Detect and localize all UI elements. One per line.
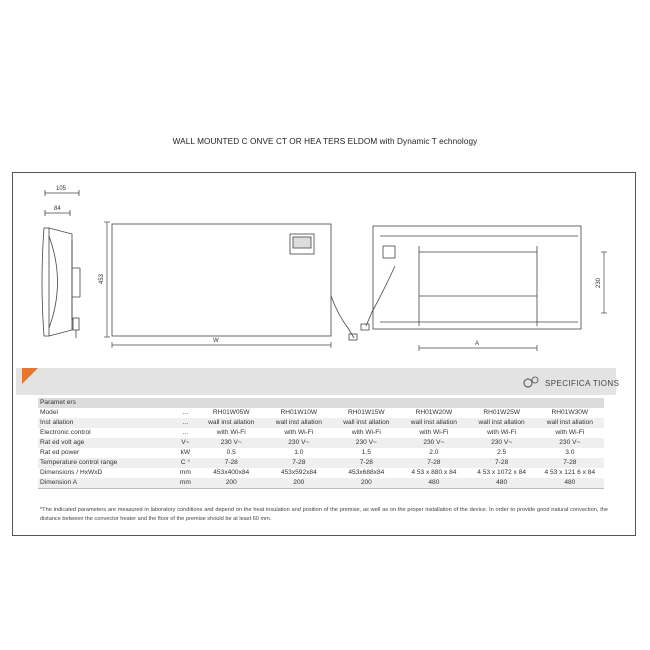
row-value: 2.5 <box>468 448 536 458</box>
height-label: 453 <box>99 273 105 284</box>
row-value: RH01W30W <box>536 408 604 418</box>
row-value: 200 <box>197 478 265 489</box>
row-value: wall inst allation <box>197 418 265 428</box>
side-width-label: 105 <box>56 186 67 192</box>
row-value: 1.0 <box>265 448 333 458</box>
row-value: RH01W10W <box>265 408 333 418</box>
row-unit: C ° <box>173 458 197 468</box>
row-value: 2.0 <box>400 448 468 458</box>
row-value: 200 <box>265 478 333 489</box>
row-value: 200 <box>333 478 401 489</box>
row-unit: mm <box>173 468 197 478</box>
row-value: wall inst allation <box>333 418 401 428</box>
row-value: RH01W20W <box>400 408 468 418</box>
dimension-a-label: A <box>475 341 480 347</box>
row-unit: mm <box>173 478 197 489</box>
row-value: 7-28 <box>197 458 265 468</box>
row-value: 453x688x84 <box>333 468 401 478</box>
table-row <box>38 418 604 428</box>
width-dimension <box>112 342 331 348</box>
row-value: with Wi-Fi <box>400 428 468 438</box>
row-value: 4 53 x 121 6 x 84 <box>536 468 604 478</box>
specifications-title: SPECIFICA TIONS <box>545 379 620 388</box>
row-value: 4 53 x 880 x 84 <box>400 468 468 478</box>
table-row <box>38 408 604 418</box>
row-value: wall inst allation <box>400 418 468 428</box>
row-value: with Wi-Fi <box>265 428 333 438</box>
row-value: 0.5 <box>197 448 265 458</box>
table-row <box>38 428 604 438</box>
row-value: 3.0 <box>536 448 604 458</box>
row-value: 230 V~ <box>468 438 536 448</box>
side-depth-label: 84 <box>54 206 61 212</box>
row-value: 7-28 <box>400 458 468 468</box>
row-unit: kW <box>173 448 197 458</box>
table-header-row <box>38 398 604 408</box>
accent-corner <box>22 368 38 384</box>
table-row <box>38 468 604 478</box>
row-value: 7-28 <box>468 458 536 468</box>
row-value: 7-28 <box>333 458 401 468</box>
row-value: 230 V~ <box>400 438 468 448</box>
table-row <box>38 438 604 448</box>
row-unit: ... <box>173 418 197 428</box>
row-value: 7-28 <box>536 458 604 468</box>
row-value: wall inst allation <box>468 418 536 428</box>
row-name: Dimensions / HxWxD <box>38 468 173 478</box>
row-value: RH01W05W <box>197 408 265 418</box>
row-value: 453x592x84 <box>265 468 333 478</box>
row-value: RH01W15W <box>333 408 401 418</box>
table-row <box>38 448 604 458</box>
table-row <box>38 478 604 489</box>
row-name: Rat ed power <box>38 448 173 458</box>
back-dimensions <box>419 252 607 351</box>
row-value: with Wi-Fi <box>536 428 604 438</box>
row-value: 480 <box>400 478 468 489</box>
back-view <box>361 226 581 330</box>
width-label: W <box>213 338 219 344</box>
row-unit: ... <box>173 428 197 438</box>
row-value: 230 V~ <box>536 438 604 448</box>
row-value: 453x400x84 <box>197 468 265 478</box>
row-value: RH01W25W <box>468 408 536 418</box>
row-value: with Wi-Fi <box>468 428 536 438</box>
parameters-label: Paramet ers <box>38 398 604 408</box>
row-value: 230 V~ <box>265 438 333 448</box>
back-height-label: 230 <box>596 277 602 288</box>
row-value: 230 V~ <box>197 438 265 448</box>
row-value: 4 53 x 1072 x 84 <box>468 468 536 478</box>
row-value: 480 <box>536 478 604 489</box>
row-value: 7-28 <box>265 458 333 468</box>
gears-icon <box>522 375 540 389</box>
row-name: Electronic control <box>38 428 173 438</box>
table-row <box>38 458 604 468</box>
footnote: *The indicated parameters are measured in laboratory conditions and depend on the heat insulation and position of the premise, as well as on the proper installation of the device. In order to provide good natural convection, the distance between the convector heater and the floor of the premise should be at least 60 mm. <box>40 507 608 522</box>
row-name: Model <box>38 408 173 418</box>
row-value: 1.5 <box>333 448 401 458</box>
row-value: with Wi-Fi <box>197 428 265 438</box>
specifications-table <box>38 398 604 489</box>
side-view <box>42 190 80 338</box>
row-name: Temperature control range <box>38 458 173 468</box>
row-value: 230 V~ <box>333 438 401 448</box>
row-name: Inst allation <box>38 418 173 428</box>
front-view <box>112 224 357 340</box>
page-title: WALL MOUNTED C ONVE CT OR HEA TERS ELDOM with Dynamic T echnology <box>172 137 478 146</box>
row-name: Dimension A <box>38 478 173 489</box>
row-value: 480 <box>468 478 536 489</box>
row-value: wall inst allation <box>536 418 604 428</box>
row-unit: ... <box>173 408 197 418</box>
row-value: with Wi-Fi <box>333 428 401 438</box>
row-name: Rat ed volt age <box>38 438 173 448</box>
row-value: wall inst allation <box>265 418 333 428</box>
row-unit: V~ <box>173 438 197 448</box>
